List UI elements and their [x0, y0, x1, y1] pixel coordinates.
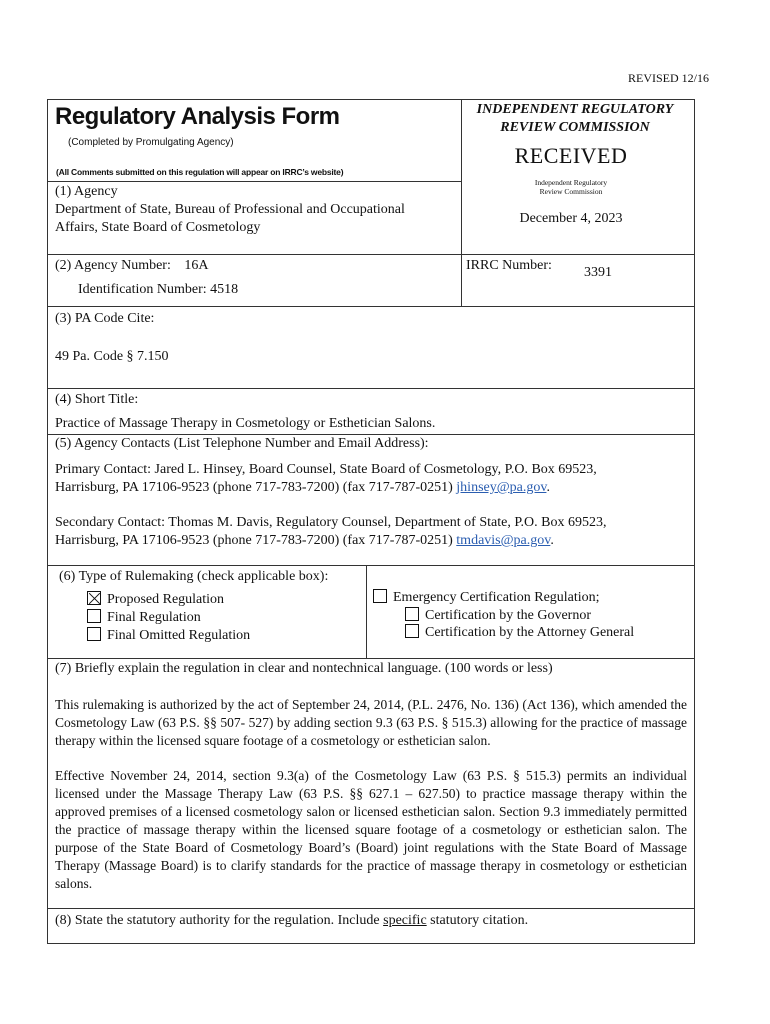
primary-contact-line-2 [55, 479, 685, 497]
pa-code-value: 49 Pa. Code § 7.150 [55, 349, 169, 364]
divider [48, 565, 694, 566]
authority-label-suffix: statutory citation. [430, 913, 529, 928]
checkbox-icon[interactable] [405, 607, 419, 621]
option-proposed-label: Proposed Regulation [107, 592, 225, 607]
explain-label: (7) Briefly explain the regulation in clear and nontechnical language. (100 words or less) [55, 661, 553, 676]
agency-number-row [55, 257, 208, 275]
checkbox-icon[interactable] [87, 627, 101, 641]
option-proposed[interactable] [87, 591, 250, 609]
option-final-omitted[interactable] [87, 627, 250, 645]
option-final-label: Final Regulation [107, 610, 201, 625]
divider [48, 306, 694, 307]
authority-label-emphasis: specific [383, 913, 427, 928]
authority-label-prefix: (8) State the statutory authority for the regulation. Include [55, 913, 380, 928]
option-emergency[interactable] [373, 589, 600, 607]
contacts-label: (5) Agency Contacts (List Telephone Number and Email Address): [55, 436, 429, 451]
form-subtitle: (Completed by Promulgating Agency) [68, 137, 234, 148]
divider [366, 565, 367, 658]
checkbox-icon[interactable] [373, 589, 387, 603]
received-stamp-caption [460, 178, 682, 196]
option-final[interactable] [87, 609, 250, 627]
divider [48, 388, 694, 389]
explain-paragraph-2: Effective November 24, 2014, section 9.3(a) of the Cosmetology Law (63 P.S. § 515.3) permits an individual licensed under the Massage Therapy Law (63 P.S. §§ 627.1 – 627.50) to practice massage therapy within the approved premises of a licensed cosmetology salon or licensed esthetician salon. Section 9.3 immediately permitted the practice of massage therapy within the licensed square footage of a cosmetology or esthetician salon. The purpose of the State Board of Cosmetology Board’s (Board) joint regulations with the State Board of Massage Therapy (Massage Board) is to clarify standards for the practice of massage therapy in cosmetology or esthetician salons. [55, 768, 687, 891]
primary-contact-line-1: Primary Contact: Jared L. Hinsey, Board Counsel, State Board of Cosmetology, P.O. Box 69523, [55, 462, 597, 477]
period: . [550, 533, 554, 548]
option-emergency-label: Emergency Certification Regulation; [393, 590, 600, 605]
primary-contact-address: Harrisburg, PA 17106-9523 (phone 717-783-7200) (fax 717-787-0251) [55, 480, 453, 495]
secondary-contact-line-2 [55, 532, 685, 550]
stamp-caption-line-2: Review Commission [539, 187, 603, 196]
form-title: Regulatory Analysis Form [55, 103, 340, 130]
divider [48, 658, 694, 659]
comments-note: (All Comments submitted on this regulation will appear on IRRC’s website) [56, 167, 344, 177]
option-cert-ag[interactable] [405, 624, 634, 642]
checkbox-icon[interactable] [87, 609, 101, 623]
secondary-contact [55, 514, 685, 550]
agency-label: (1) Agency [55, 184, 118, 199]
short-title-label: (4) Short Title: [55, 392, 139, 407]
secondary-contact-line-1: Secondary Contact: Thomas M. Davis, Regulatory Counsel, Department of State, P.O. Box 69523, [55, 515, 607, 530]
identification-number: Identification Number: 4518 [78, 282, 239, 297]
secondary-contact-email-link[interactable]: tmdavis@pa.gov [456, 533, 551, 548]
commission-heading [460, 101, 690, 137]
primary-contact [55, 461, 685, 497]
period: . [546, 480, 550, 495]
irrc-number-label: IRRC Number: [466, 258, 552, 273]
option-cert-governor-label: Certification by the Governor [425, 608, 592, 623]
option-cert-ag-label: Certification by the Attorney General [425, 625, 635, 640]
rulemaking-label: (6) Type of Rulemaking (check applicable box): [59, 569, 329, 584]
stamp-caption-line-1: Independent Regulatory [534, 178, 608, 187]
secondary-contact-address: Harrisburg, PA 17106-9523 (phone 717-783-7200) (fax 717-787-0251) [55, 533, 453, 548]
irrc-number-value: 3391 [584, 265, 612, 280]
checkbox-checked-icon[interactable] [87, 591, 101, 605]
rulemaking-options-left [87, 591, 250, 645]
option-cert-governor[interactable] [405, 607, 591, 625]
divider [48, 181, 461, 182]
pa-code-label: (3) PA Code Cite: [55, 311, 155, 326]
option-final-omitted-label: Final Omitted Regulation [107, 628, 251, 643]
revision-label: REVISED 12/16 [628, 71, 709, 85]
agency-section [55, 183, 455, 237]
agency-line-2: Affairs, State Board of Cosmetology [55, 220, 261, 235]
checkbox-icon[interactable] [405, 624, 419, 638]
agency-number-label: (2) Agency Number: [55, 258, 171, 273]
explain-paragraph-1: This rulemaking is authorized by the act of September 24, 2014, (P.L. 2476, No. 136) (Act 136), which amended the Cosmetology Law (63 P.S. §§ 507- 527) by adding section 9.3 (63 P.S. § 515.3) allowing for the practice of massage therapy within the licensed square footage of a cosmetology or esthetician salon. [55, 697, 687, 748]
agency-number-value: 16A [184, 258, 209, 273]
agency-line-1: Department of State, Bureau of Professional and Occupational [55, 202, 405, 217]
authority-label [55, 912, 528, 930]
commission-line-2: REVIEW COMMISSION [500, 120, 650, 135]
primary-contact-email-link[interactable]: jhinsey@pa.gov [456, 480, 547, 495]
received-stamp: RECEIVED [514, 143, 628, 168]
short-title-value: Practice of Massage Therapy in Cosmetology or Esthetician Salons. [55, 416, 436, 431]
received-date: December 4, 2023 [519, 211, 623, 226]
commission-line-1: INDEPENDENT REGULATORY [476, 102, 674, 117]
divider [48, 908, 694, 909]
divider [48, 254, 694, 255]
